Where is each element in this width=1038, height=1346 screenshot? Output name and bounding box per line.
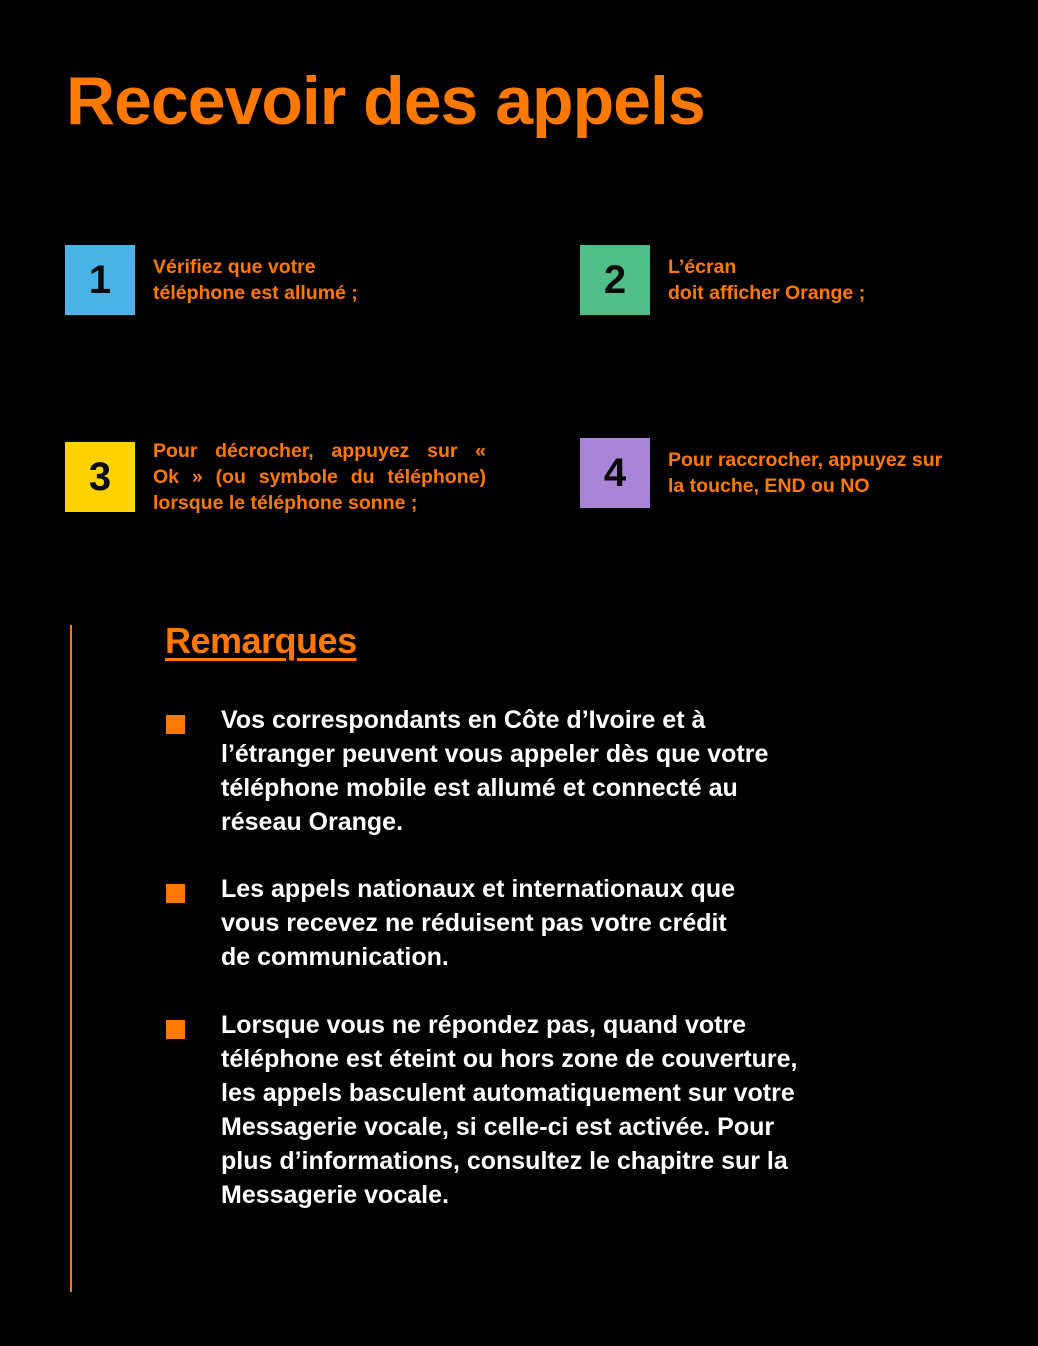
remark-text-line: l’étranger peuvent vous appeler dès que votre bbox=[221, 740, 769, 768]
remark-item bbox=[165, 703, 885, 839]
step-text-line: la touche, END ou NO bbox=[668, 475, 870, 497]
remark-text-line: Lorsque vous ne répondez pas, quand votre bbox=[221, 1011, 747, 1039]
page-title: Recevoir des appels bbox=[66, 63, 705, 139]
step-number-badge: 3 bbox=[65, 442, 135, 512]
step-text bbox=[153, 254, 358, 306]
square-bullet-icon bbox=[166, 715, 185, 734]
step-text bbox=[153, 438, 486, 516]
square-bullet-icon bbox=[166, 884, 185, 903]
step-number-badge: 2 bbox=[580, 245, 650, 315]
square-bullet-icon bbox=[166, 1020, 185, 1039]
vertical-divider bbox=[70, 625, 72, 1292]
step-text bbox=[668, 447, 942, 499]
step-number-badge: 4 bbox=[580, 438, 650, 508]
remark-item bbox=[165, 872, 885, 974]
step-text bbox=[668, 254, 865, 306]
step-1 bbox=[65, 245, 358, 315]
remark-text bbox=[221, 1008, 885, 1212]
remark-text-line: plus d’informations, consultez le chapitre sur la bbox=[221, 1147, 788, 1175]
remark-text bbox=[221, 703, 885, 839]
remark-item bbox=[165, 1008, 885, 1212]
step-4 bbox=[580, 438, 942, 508]
step-text-line: Ok » (ou symbole du téléphone) bbox=[153, 466, 486, 488]
remark-text-line: réseau Orange. bbox=[221, 808, 404, 836]
remark-text-line: téléphone est éteint ou hors zone de couverture, bbox=[221, 1045, 798, 1073]
step-3 bbox=[65, 438, 486, 516]
remark-text-line: les appels basculent automatiquement sur votre bbox=[221, 1079, 795, 1107]
remarks-title: Remarques bbox=[165, 620, 357, 661]
step-text-line: L’écran bbox=[668, 256, 737, 278]
remark-text-line: Messagerie vocale, si celle-ci est activée. Pour bbox=[221, 1113, 775, 1141]
step-text-line: doit afficher Orange ; bbox=[668, 282, 866, 304]
remark-text-line: vous recevez ne réduisent pas votre crédit bbox=[221, 909, 727, 937]
step-2 bbox=[580, 245, 865, 315]
remark-text-line: Les appels nationaux et internationaux que bbox=[221, 875, 735, 903]
step-text-line: Vérifiez que votre bbox=[153, 256, 316, 278]
step-text-line: téléphone est allumé ; bbox=[153, 282, 358, 304]
remark-text-line: Vos correspondants en Côte d’Ivoire et à bbox=[221, 706, 706, 734]
remark-text-line: de communication. bbox=[221, 943, 449, 971]
remark-text-line: Messagerie vocale. bbox=[221, 1181, 449, 1209]
remark-text-line: téléphone mobile est allumé et connecté au bbox=[221, 774, 738, 802]
step-text-line: lorsque le téléphone sonne ; bbox=[153, 492, 418, 514]
remark-text bbox=[221, 872, 885, 974]
step-text-line: Pour décrocher, appuyez sur « bbox=[153, 440, 486, 462]
step-number-badge: 1 bbox=[65, 245, 135, 315]
step-text-line: Pour raccrocher, appuyez sur bbox=[668, 449, 943, 471]
